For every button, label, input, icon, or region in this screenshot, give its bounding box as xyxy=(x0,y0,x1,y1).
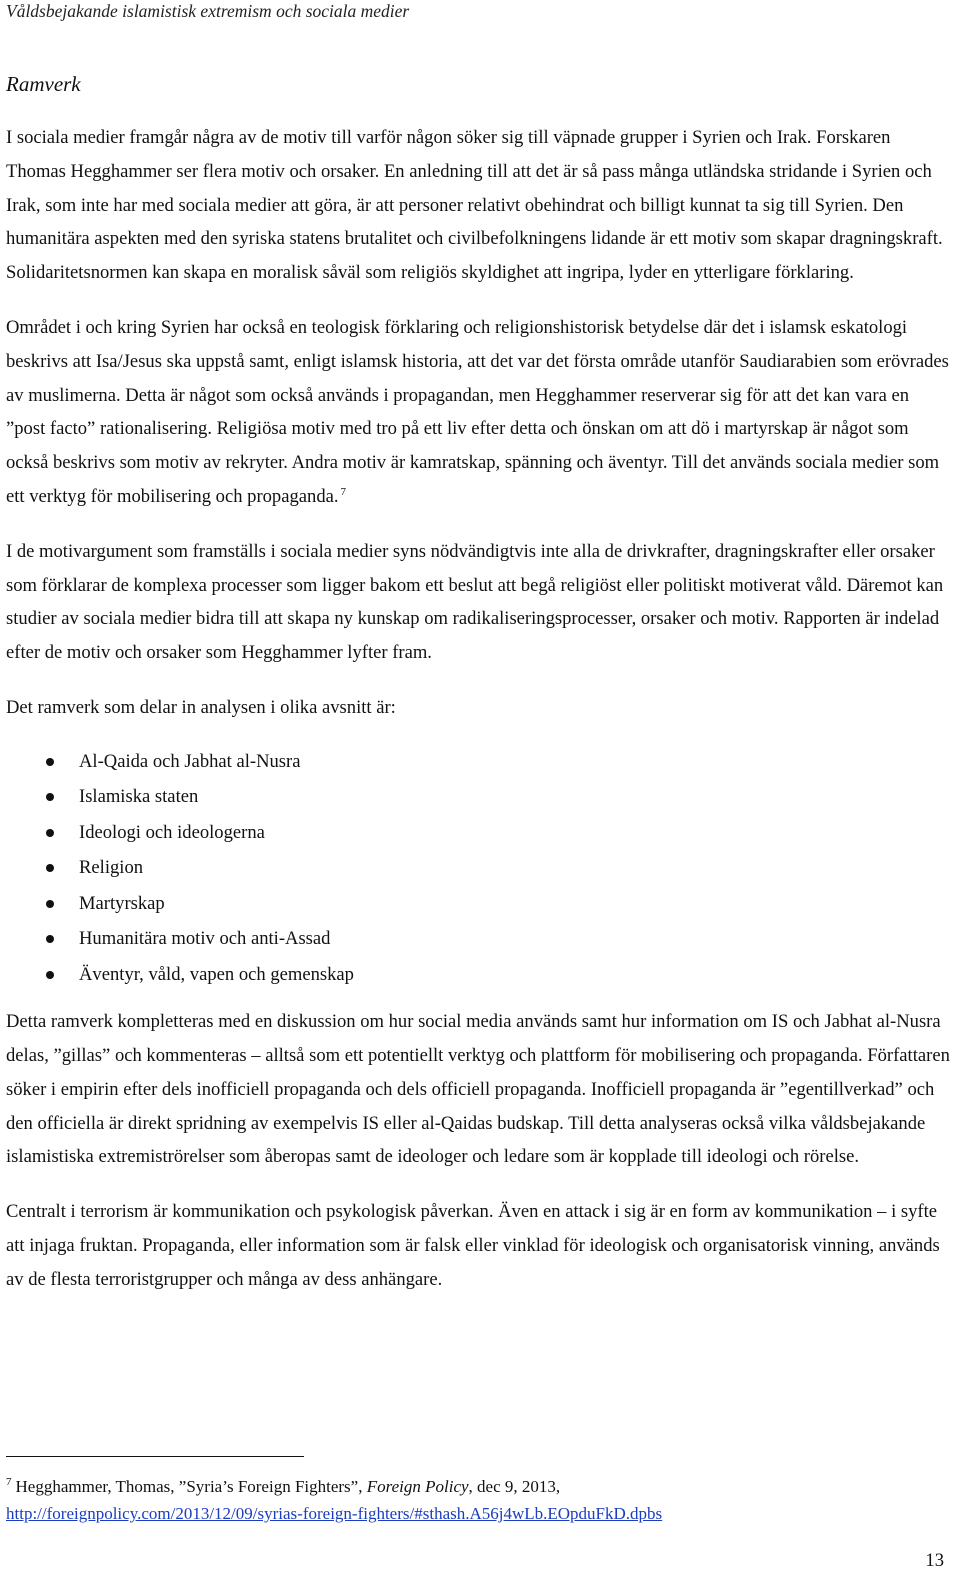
bullet-icon xyxy=(46,758,54,766)
footnote-citation xyxy=(6,1473,952,1500)
footnote-link[interactable]: http://foreignpolicy.com/2013/12/09/syrias-foreign-fighters/#sthash.A56j4wLb.EOpduFkD.dpbs xyxy=(6,1504,663,1523)
list-item xyxy=(6,850,952,886)
list-item xyxy=(6,921,952,957)
paragraph-1: I sociala medier framgår några av de motiv till varför någon söker sig till väpnade grupper i Syrien och Irak. Forskaren Thomas Hegghammer ser flera motiv och orsaker. En anledning till att det är så pass många utländska stridande i Syrien och Irak, som inte har med sociala medier att göra, är att personer relativt obehindrat och billigt kunnat ta sig till Syrien. Den humanitära aspekten med den syriska statens brutalitet och civilbefolkningens lidande är ett motiv som skapar dragningskraft. Solidaritetsnormen kan skapa en moralisk såväl som religiös skyldighet att ingripa, lyder en ytterligare förklaring. xyxy=(6,127,943,284)
list-item xyxy=(6,886,952,922)
bullet-icon xyxy=(46,935,54,943)
footnote-number: 7 xyxy=(6,1476,12,1489)
bullet-icon xyxy=(46,971,54,979)
paragraph-2-text: Området i och kring Syrien har också en teologisk förklaring och religionshistorisk betydelse där det i islamsk eskatologi beskrivs att Isa/Jesus ska uppstå samt, enligt islamsk historia, att det var det första område utanför Saudiarabien som erövrades av muslimerna. Detta är något som också används i propagandan, men Hegghammer reserverar sig för att det kan vara en ”post facto” rationalisering. Religiösa motiv med tro på ett liv efter detta och önskan om att dö i martyrskap är något som också beskrivs som motiv av rekryter. Andra motiv är kamratskap, spänning och äventyr. Till det används sociala medier som ett verktyg för mobilisering och propaganda. xyxy=(6,316,949,507)
footnote-text-after: , dec 9, 2013, xyxy=(468,1477,561,1496)
list-item-label: Islamiska staten xyxy=(79,786,199,808)
footnote-divider xyxy=(6,1456,304,1457)
list-item-label: Ideologi och ideologerna xyxy=(79,821,265,843)
bullet-icon xyxy=(46,864,54,872)
footnote-reference[interactable]: 7 xyxy=(340,485,347,498)
list-item-label: Religion xyxy=(79,857,144,879)
page-number: 13 xyxy=(925,1550,944,1571)
bullet-icon xyxy=(46,900,54,908)
list-item xyxy=(6,779,952,815)
paragraph-2 xyxy=(6,311,952,514)
bullet-icon xyxy=(46,829,54,837)
paragraph-4: Detta ramverk kompletteras med en diskussion om hur social media används samt hur information om IS och Jabhat al-Nusra delas, ”gillas” och kommenteras – alltså som ett potentiellt verktyg och plattform för mobilisering och propaganda. Författaren söker i empirin efter dels inofficiell propaganda och dels officiell propaganda. Inofficiell propaganda är ”egentillverkad” och den officiella är direkt spridning av exempelvis IS eller al-Qaidas budskap. Till detta analyseras också vilka våldsbejakande islamistiska extremiströrelser som åberopas samt de ideologer och ledare som är kopplade till ideologi och rörelse. xyxy=(6,1011,950,1168)
framework-intro: Det ramverk som delar in analysen i olika avsnitt är: xyxy=(6,696,396,718)
paragraph-3: I de motivargument som framställs i sociala medier syns nödvändigtvis inte alla de drivkrafter, dragningskrafter eller orsaker som förklarar de komplexa processer som ligger bakom ett beslut att begå religiöst eller politiskt motiverat våld. Däremot kan studier av sociala medier bidra till att skapa ny kunskap om radikaliseringsprocesser, orsaker och motiv. Rapporten är indelad efter de motiv och orsaker som Hegghammer lyfter fram. xyxy=(6,540,944,664)
bullet-icon xyxy=(46,793,54,801)
list-item-label: Humanitära motiv och anti-Assad xyxy=(79,928,331,950)
body-text xyxy=(6,121,952,1318)
list-item-label: Martyrskap xyxy=(79,892,165,914)
list-item xyxy=(6,815,952,851)
list-item-label: Al-Qaida och Jabhat al-Nusra xyxy=(79,750,301,772)
paragraph-5: Centralt i terrorism är kommunikation och psykologisk påverkan. Även en attack i sig är en form av kommunikation – i syfte att injaga fruktan. Propaganda, eller information som är falsk eller vinklad för ideologisk och organisatorisk vinning, används av de flesta terroristgrupper och många av dess anhängare. xyxy=(6,1201,940,1290)
list-item-label: Äventyr, våld, vapen och gemenskap xyxy=(79,963,354,985)
list-item xyxy=(6,744,952,780)
framework-list xyxy=(6,744,952,993)
running-header: Våldsbejakande islamistisk extremism och sociala medier xyxy=(6,1,410,21)
footnote-text-before: Hegghammer, Thomas, ”Syria’s Foreign Fighters”, xyxy=(15,1477,367,1496)
list-item xyxy=(6,957,952,993)
footnote-journal: Foreign Policy xyxy=(366,1477,469,1496)
section-title: Ramverk xyxy=(6,72,81,96)
footnote xyxy=(6,1473,952,1527)
